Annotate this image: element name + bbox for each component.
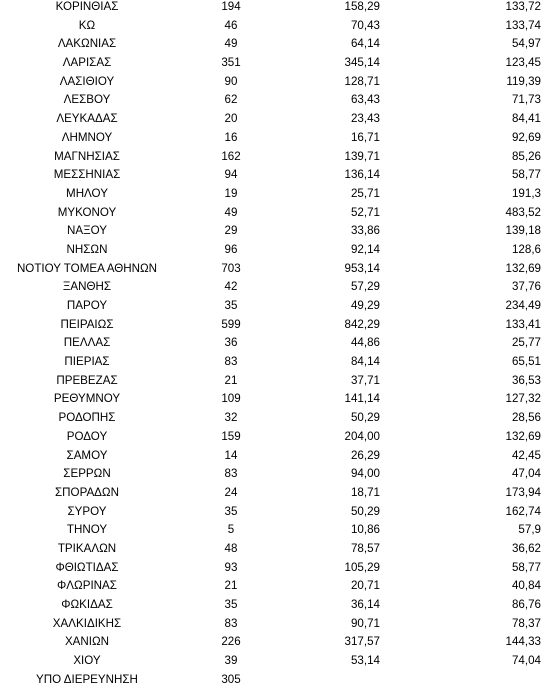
value-cell: 105,29: [344, 560, 380, 574]
region-name-cell: ΠΕΛΛΑΣ: [63, 336, 111, 350]
rate-cell: 144,33: [505, 635, 541, 649]
case-count-cell: 83: [224, 616, 238, 630]
region-name-cell: ΞΑΝΘΗΣ: [62, 280, 112, 294]
case-count-cell: 90: [224, 74, 238, 88]
case-count-cell: 21: [224, 579, 238, 593]
region-name-cell: ΧΑΛΚΙΔΙΚΗΣ: [52, 616, 122, 630]
value-cell: 953,14: [344, 261, 380, 275]
table-row: [0, 390, 554, 409]
case-count-cell: 93: [224, 560, 238, 574]
value-cell: 63,43: [350, 93, 380, 107]
rate-cell: 25,77: [511, 336, 541, 350]
region-name-cell: ΚΩ: [78, 18, 96, 32]
case-count-cell: 24: [224, 485, 238, 499]
rate-cell: 133,74: [505, 18, 541, 32]
region-name-cell: ΛΗΜΝΟΥ: [61, 130, 113, 144]
value-cell: 64,14: [350, 37, 380, 51]
table-row: [0, 577, 554, 596]
value-cell: 25,71: [350, 186, 380, 200]
rate-cell: 86,76: [511, 598, 541, 611]
case-count-cell: 5: [227, 523, 235, 537]
case-count-cell: 109: [221, 392, 241, 406]
rate-cell: 132,69: [505, 261, 541, 275]
rate-cell: 36,62: [511, 541, 541, 555]
region-name-cell: ΛΕΣΒΟΥ: [63, 93, 111, 107]
value-cell: 94,00: [350, 467, 380, 481]
table-row: [0, 503, 554, 522]
case-count-cell: 39: [224, 654, 238, 668]
case-count-cell: 599: [221, 317, 241, 331]
table-row: [0, 297, 554, 316]
table-row: [0, 110, 554, 129]
rate-cell: 84,41: [511, 112, 541, 126]
case-count-cell: 83: [224, 355, 238, 369]
case-count-cell: 29: [224, 224, 238, 238]
rate-cell: 57,9: [518, 523, 541, 537]
case-count-cell: 351: [221, 56, 241, 70]
case-count-cell: 36: [224, 336, 238, 350]
region-name-cell: ΛΑΚΩΝΙΑΣ: [57, 37, 117, 51]
rate-cell: 47,04: [511, 467, 541, 481]
region-name-cell: ΜΗΛΟΥ: [66, 186, 108, 200]
case-count-cell: 46: [224, 18, 238, 32]
value-cell: 92,14: [350, 242, 380, 256]
region-name-cell: ΧΙΟΥ: [73, 654, 101, 668]
case-count-cell: 62: [224, 93, 238, 107]
region-name-cell: ΡΟΔΟΥ: [66, 429, 108, 443]
value-cell: 52,71: [350, 205, 380, 219]
region-name-cell: ΝΑΞΟΥ: [66, 224, 108, 238]
table-row: [0, 334, 554, 353]
table-row: [0, 91, 554, 110]
region-name-cell: ΣΠΟΡΑΔΩΝ: [55, 485, 119, 499]
table-row: [0, 596, 554, 615]
case-count-cell: 83: [224, 467, 238, 481]
value-cell: 44,86: [350, 336, 380, 350]
table-row: [0, 129, 554, 148]
region-name-cell: ΝΗΣΩΝ: [66, 242, 108, 256]
table-row: [0, 35, 554, 54]
rate-cell: 133,41: [505, 317, 541, 331]
region-name-cell: ΤΗΝΟΥ: [66, 523, 108, 537]
value-cell: 10,86: [350, 523, 380, 537]
case-count-cell: 703: [221, 261, 241, 275]
case-count-cell: 49: [224, 37, 238, 51]
case-count-cell: 19: [224, 186, 238, 200]
case-count-cell: 96: [224, 242, 238, 256]
value-cell: 23,43: [350, 112, 380, 126]
region-name-cell: ΛΑΣΙΘΙΟΥ: [59, 74, 115, 88]
case-count-cell: 35: [224, 598, 238, 611]
value-cell: 141,14: [344, 392, 380, 406]
value-cell: 842,29: [344, 317, 380, 331]
value-cell: 136,14: [344, 168, 380, 182]
rate-cell: 36,53: [511, 373, 541, 387]
value-cell: 53,14: [350, 654, 380, 668]
region-name-cell: ΦΘΙΩΤΙΔΑΣ: [55, 560, 119, 574]
value-cell: 49,29: [350, 299, 380, 312]
region-name-cell: ΤΡΙΚΑΛΩΝ: [57, 541, 117, 555]
case-count-cell: 305: [221, 672, 241, 686]
table-row: [0, 54, 554, 73]
region-name-cell: ΜΥΚΟΝΟΥ: [57, 205, 117, 219]
case-count-cell: 48: [224, 541, 238, 555]
value-cell: 345,14: [344, 56, 380, 70]
value-cell: 18,71: [350, 485, 380, 499]
region-name-cell: ΠΙΕΡΙΑΣ: [64, 355, 110, 369]
rate-cell: 58,77: [511, 560, 541, 574]
table-row: [0, 671, 554, 689]
table-row: [0, 428, 554, 447]
region-name-cell: ΣΥΡΟΥ: [67, 504, 107, 518]
case-count-cell: 14: [224, 448, 238, 462]
case-count-cell: 35: [224, 299, 238, 312]
table-row: [0, 372, 554, 391]
value-cell: 50,29: [350, 411, 380, 425]
case-count-cell: 194: [221, 0, 241, 13]
value-cell: 57,29: [350, 280, 380, 294]
case-count-cell: 226: [221, 635, 241, 649]
region-name-cell: ΠΡΕΒΕΖΑΣ: [56, 373, 118, 387]
table-row: [0, 633, 554, 652]
region-name-cell: ΦΩΚΙΔΑΣ: [61, 598, 113, 611]
table-row: [0, 260, 554, 279]
table-row: [0, 73, 554, 92]
rate-cell: 85,26: [511, 149, 541, 163]
region-name-cell: ΜΕΣΣΗΝΙΑΣ: [53, 168, 121, 182]
case-count-cell: 162: [221, 149, 241, 163]
value-cell: 33,86: [350, 224, 380, 238]
table-row: [0, 185, 554, 204]
case-count-cell: 21: [224, 373, 238, 387]
table-row: [0, 484, 554, 503]
region-name-cell: ΝΟΤΙΟΥ ΤΟΜΕΑ ΑΘΗΝΩΝ: [16, 261, 158, 275]
table-row: [0, 447, 554, 466]
value-cell: 158,29: [344, 0, 380, 13]
table-row: [0, 521, 554, 540]
value-cell: 50,29: [350, 504, 380, 518]
region-name-cell: ΦΛΩΡΙΝΑΣ: [57, 579, 117, 593]
value-cell: 204,00: [344, 429, 380, 443]
rate-cell: 191,3: [511, 186, 541, 200]
rate-cell: 74,04: [511, 654, 541, 668]
rate-cell: 42,45: [511, 448, 541, 462]
rate-cell: 127,32: [505, 392, 541, 406]
rate-cell: 78,37: [511, 616, 541, 630]
table-row: [0, 278, 554, 297]
rate-cell: 92,69: [511, 130, 541, 144]
table-row: [0, 148, 554, 167]
table-row: [0, 559, 554, 578]
region-name-cell: ΜΑΓΝΗΣΙΑΣ: [54, 149, 120, 163]
rate-cell: 54,97: [511, 37, 541, 51]
rate-cell: 139,18: [505, 224, 541, 238]
rate-cell: 133,72: [505, 0, 541, 13]
rate-cell: 37,76: [511, 280, 541, 294]
case-count-cell: 49: [224, 205, 238, 219]
rate-cell: 58,77: [511, 168, 541, 182]
value-cell: 37,71: [350, 373, 380, 387]
case-count-cell: 94: [224, 168, 238, 182]
table-row: [0, 409, 554, 428]
value-cell: 128,71: [344, 74, 380, 88]
table-row: [0, 316, 554, 335]
table-row: [0, 353, 554, 372]
region-name-cell: ΥΠΟ ΔΙΕΡΕΥΝΗΣΗ: [36, 672, 138, 686]
value-cell: 36,14: [350, 598, 380, 611]
region-name-cell: ΡΟΔΟΠΗΣ: [58, 411, 116, 425]
rate-cell: 483,52: [505, 205, 541, 219]
value-cell: 84,14: [350, 355, 380, 369]
rate-cell: 128,6: [511, 242, 541, 256]
region-name-cell: ΧΑΝΙΩΝ: [64, 635, 110, 649]
value-cell: 16,71: [350, 130, 380, 144]
table-row: [0, 204, 554, 223]
value-cell: 78,57: [350, 541, 380, 555]
region-name-cell: ΠΑΡΟΥ: [66, 299, 108, 312]
table-row: [0, 222, 554, 241]
value-cell: 26,29: [350, 448, 380, 462]
region-name-cell: ΛΑΡΙΣΑΣ: [62, 56, 112, 70]
rate-cell: 173,94: [505, 485, 541, 499]
rate-cell: 132,69: [505, 429, 541, 443]
rate-cell: 40,84: [511, 579, 541, 593]
case-count-cell: 159: [221, 429, 241, 443]
table-row: [0, 615, 554, 634]
region-name-cell: ΡΕΘΥΜΝΟΥ: [53, 392, 121, 406]
table-row: [0, 652, 554, 671]
value-cell: 20,71: [350, 579, 380, 593]
region-name-cell: ΚΟΡΙΝΘΙΑΣ: [55, 0, 119, 13]
rate-cell: 119,39: [506, 74, 541, 88]
table-row: [0, 465, 554, 484]
value-cell: 139,71: [344, 149, 380, 163]
rate-cell: 234,49: [505, 299, 541, 312]
region-name-cell: ΣΑΜΟΥ: [66, 448, 108, 462]
region-name-cell: ΠΕΙΡΑΙΩΣ: [60, 317, 114, 331]
table-row: [0, 0, 554, 17]
value-cell: 70,43: [350, 18, 380, 32]
case-count-cell: 32: [224, 411, 238, 425]
table-row: [0, 540, 554, 559]
rate-cell: 162,74: [505, 504, 541, 518]
case-count-cell: 35: [224, 504, 238, 518]
case-count-cell: 20: [224, 112, 238, 126]
rate-cell: 28,56: [511, 411, 541, 425]
table-row: [0, 17, 554, 36]
value-cell: 317,57: [344, 635, 380, 649]
region-name-cell: ΣΕΡΡΩΝ: [63, 467, 111, 481]
rate-cell: 71,73: [511, 93, 541, 107]
value-cell: 90,71: [350, 616, 380, 630]
table-row: [0, 241, 554, 260]
case-count-cell: 42: [224, 280, 238, 294]
rate-cell: 65,51: [511, 355, 541, 369]
table-row: [0, 166, 554, 185]
region-name-cell: ΛΕΥΚΑΔΑΣ: [56, 112, 118, 126]
case-count-cell: 16: [224, 130, 238, 144]
rate-cell: 123,45: [505, 56, 541, 70]
